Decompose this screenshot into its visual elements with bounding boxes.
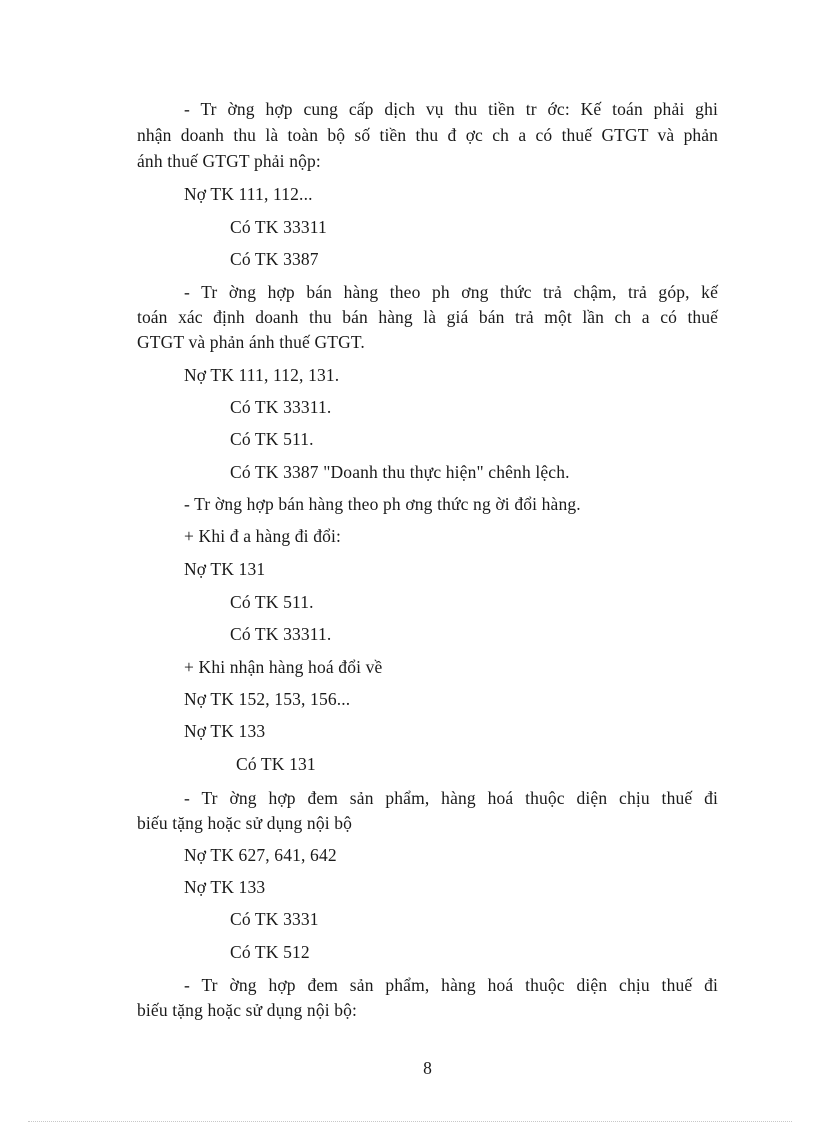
paragraph-internal-use-repeat-line-1: - Tr ờng hợp đem sản phẩm, hàng hoá thuộc diện chịu thuế đi xyxy=(184,975,718,995)
paragraph-internal-use-repeat-line-2: biếu tặng hoặc sử dụng nội bộ: xyxy=(137,1000,358,1020)
debit-entry: Nợ TK 111, 112... xyxy=(184,184,313,204)
credit-entry: Có TK 33311 xyxy=(230,217,327,237)
page-number: 8 xyxy=(423,1058,432,1078)
credit-entry: Có TK 33311. xyxy=(230,624,332,644)
page-bottom-rule xyxy=(28,1121,792,1122)
credit-entry: Có TK 131 xyxy=(236,754,316,774)
debit-entry: Nợ TK 133 xyxy=(184,877,266,897)
credit-entry: Có TK 511. xyxy=(230,592,314,612)
debit-entry: Nợ TK 152, 153, 156... xyxy=(184,689,351,709)
credit-entry: Có TK 512 xyxy=(230,942,310,962)
debit-entry: Nợ TK 627, 641, 642 xyxy=(184,845,337,865)
paragraph-service-prepaid-line-2: nhận doanh thu là toàn bộ số tiền thu đ ợc ch a có thuế GTGT và phản xyxy=(137,125,718,145)
sub-item-receive-goods: + Khi nhận hàng hoá đổi về xyxy=(184,657,383,677)
paragraph-installment-line-2: toán xác định doanh thu bán hàng là giá bán trả một lần ch a có thuế xyxy=(137,307,718,327)
credit-entry: Có TK 3387 xyxy=(230,249,319,269)
credit-entry: Có TK 511. xyxy=(230,429,314,449)
paragraph-service-prepaid-line-1: - Tr ờng hợp cung cấp dịch vụ thu tiền tr ớc: Kế toán phải ghi xyxy=(184,99,718,119)
sub-item-send-goods: + Khi đ a hàng đi đổi: xyxy=(184,526,342,546)
paragraph-installment-line-3: GTGT và phản ánh thuế GTGT. xyxy=(137,332,365,352)
credit-entry: Có TK 3331 xyxy=(230,909,319,929)
debit-entry: Nợ TK 133 xyxy=(184,721,266,741)
debit-entry: Nợ TK 111, 112, 131. xyxy=(184,365,340,385)
debit-entry: Nợ TK 131 xyxy=(184,559,266,579)
paragraph-installment-line-1: - Tr ờng hợp bán hàng theo ph ơng thức trả chậm, trả góp, kế xyxy=(184,282,718,302)
paragraph-internal-use-line-2: biếu tặng hoặc sử dụng nội bộ xyxy=(137,813,353,833)
credit-entry: Có TK 3387 "Doanh thu thực hiện" chênh lệch. xyxy=(230,462,570,482)
paragraph-internal-use-line-1: - Tr ờng hợp đem sản phẩm, hàng hoá thuộc diện chịu thuế đi xyxy=(184,788,718,808)
paragraph-service-prepaid-line-3: ánh thuế GTGT phải nộp: xyxy=(137,151,321,171)
paragraph-barter: - Tr ờng hợp bán hàng theo ph ơng thức ng ời đổi hàng. xyxy=(184,494,581,514)
credit-entry: Có TK 33311. xyxy=(230,397,332,417)
